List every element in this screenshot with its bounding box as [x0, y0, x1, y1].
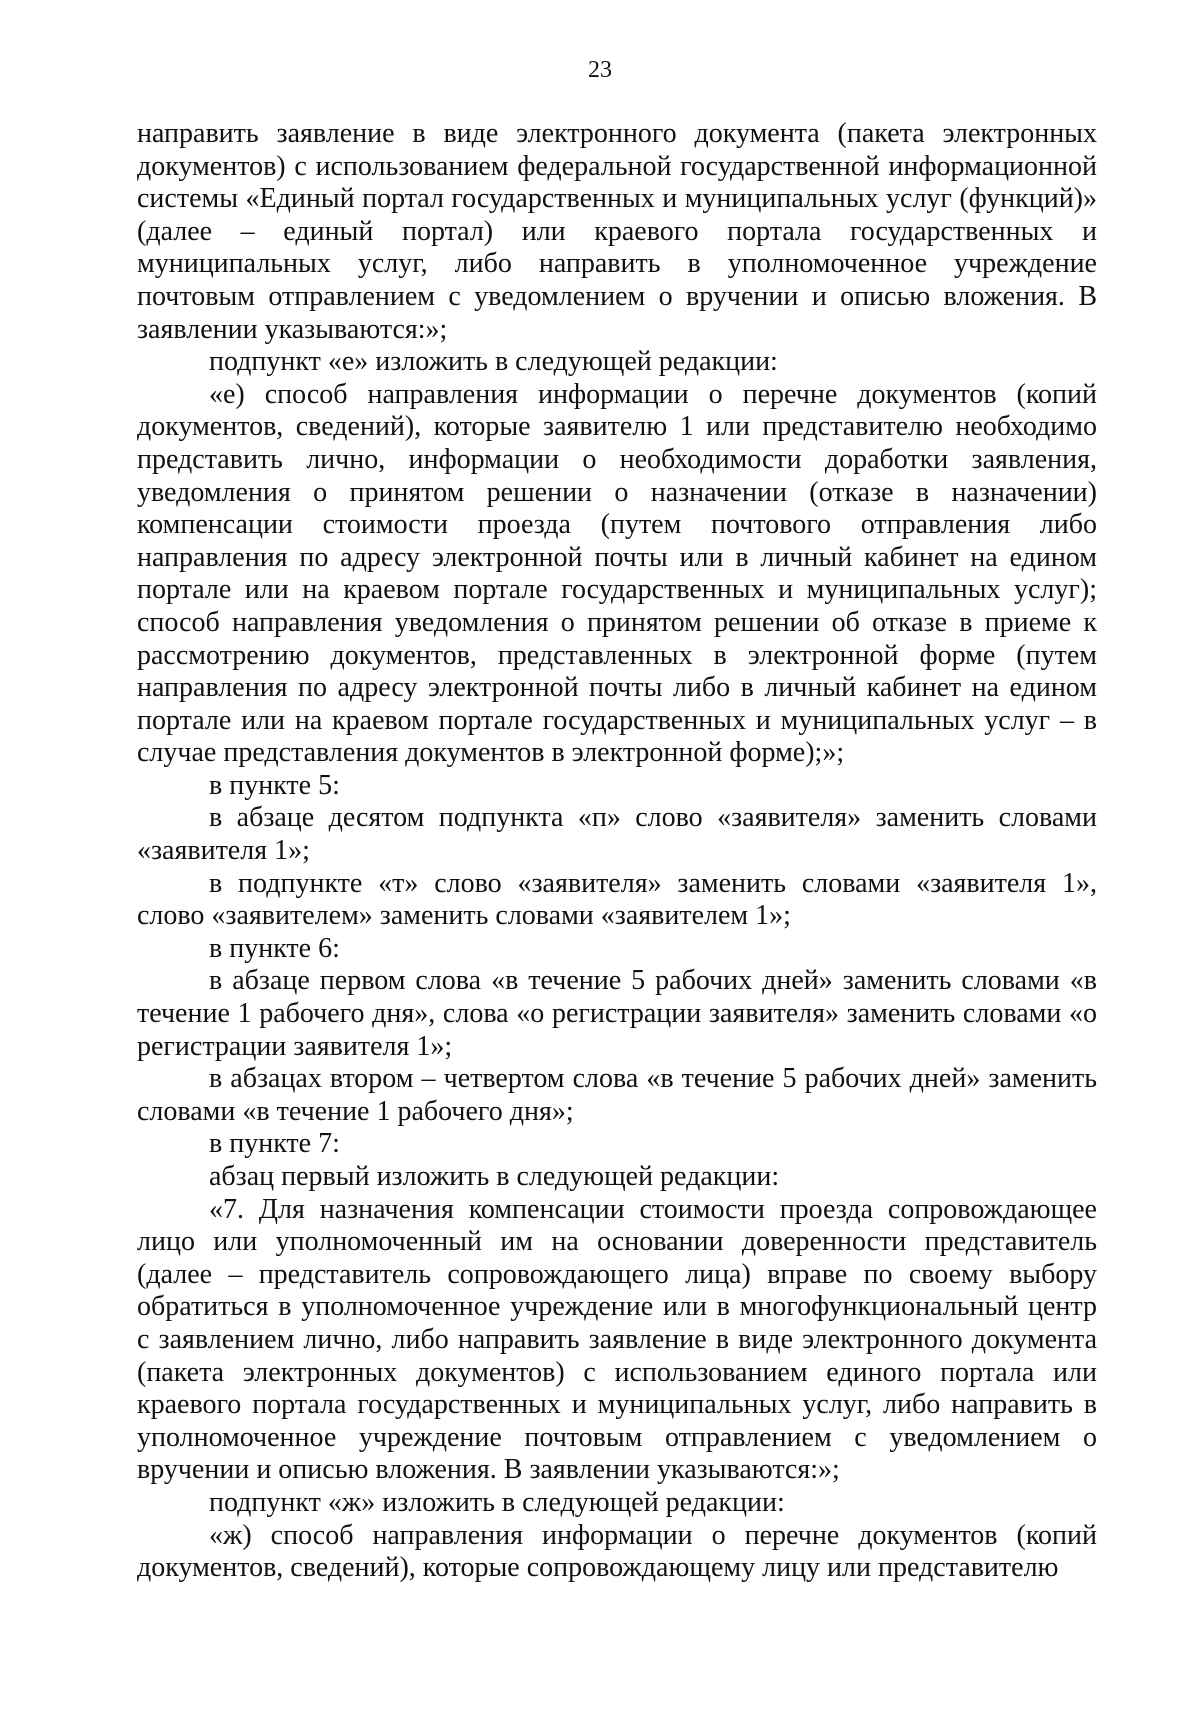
paragraph-7: в пункте 6: — [209, 932, 340, 964]
paragraph-8: в абзаце первом слова «в течение 5 рабочих дней» заменить словами «в течение 1 рабочего дня», слова «о регистрации заявителя» заменить словами «о регистрации заявителя 1»; — [137, 965, 1097, 1062]
paragraph-4: в пункте 5: — [209, 769, 340, 801]
paragraph-12: «7. Для назначения компенсации стоимости проезда сопровождающее лицо или уполномоченный им на основании доверенности представитель (далее – представитель сопровождающего лица) вправе по своему выбору обратиться в уполномоченное учреждение или в многофункциональный центр с заявлением лично, либо направить заявление в виде электронного документа (пакета электронных документов) с использованием единого портала или краевого портала государственных и муниципальных услуг, либо направить в уполномоченное учреждение почтовым отправлением с уведомлением о вручении и описью вложения. В заявлении указываются:»; — [137, 1193, 1097, 1486]
paragraph-6: в подпункте «т» слово «заявителя» заменить словами «заявителя 1», слово «заявителем» заменить словами «заявителем 1»; — [137, 867, 1097, 932]
paragraph-1: направить заявление в виде электронного документа (пакета электронных документов) с использованием федеральной государственной информационной системы «Единый портал государственных и муниципальных услуг (функций)» (далее – единый портал) или краевого портала государственных и муниципальных услуг, либо направить в уполномоченное учреждение почтовым отправлением с уведомлением о вручении и описью вложения. В заявлении указываются:»; — [137, 118, 1097, 345]
page-number: 23 — [588, 57, 612, 83]
paragraph-2: подпункт «е» изложить в следующей редакции: — [209, 346, 778, 378]
paragraph-14: «ж) способ направления информации о перечне документов (копий документов, сведений), которые сопровождающему лицу или представителю — [137, 1519, 1097, 1584]
document-body — [137, 118, 1097, 1585]
paragraph-10: в пункте 7: — [209, 1128, 340, 1160]
paragraph-5: в абзаце десятом подпункта «п» слово «заявителя» заменить словами «заявителя 1»; — [137, 802, 1097, 867]
paragraph-3: «е) способ направления информации о перечне документов (копий документов, сведений), которые заявителю 1 или представителю необходимо представить лично, информации о необходимости доработки заявления, уведомления о принятом решении о назначении (отказе в назначении) компенсации стоимости проезда (путем почтового отправления либо направления по адресу электронной почты или в личный кабинет на едином портале или на краевом портале государственных и муниципальных услуг); способ направления уведомления о принятом решении об отказе в приеме к рассмотрению документов, представленных в электронной форме (путем направления по адресу электронной почты либо в личный кабинет на едином портале или на краевом портале государственных и муниципальных услуг – в случае представления документов в электронной форме);»; — [137, 378, 1097, 769]
paragraph-9: в абзацах втором – четвертом слова «в течение 5 рабочих дней» заменить словами «в течение 1 рабочего дня»; — [137, 1063, 1097, 1127]
paragraph-13: подпункт «ж» изложить в следующей редакции: — [209, 1486, 785, 1518]
paragraph-11: абзац первый изложить в следующей редакции: — [209, 1161, 780, 1192]
